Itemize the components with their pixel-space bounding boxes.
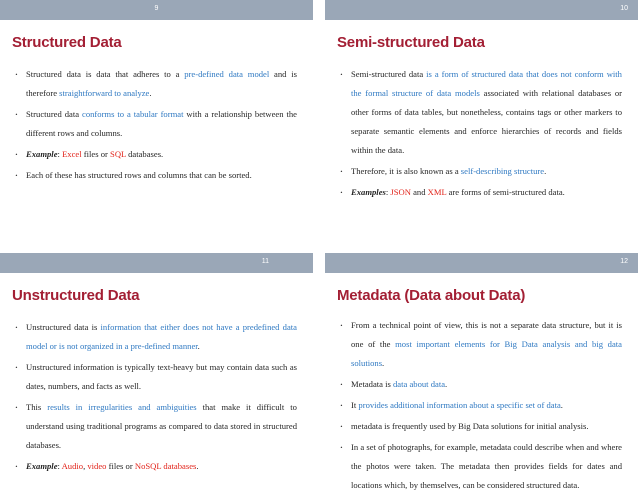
bullet-text-run: metadata is frequently used by Big Data solutions for initial analysis. xyxy=(351,421,589,431)
bullet-text-run: Unstructured information is typically text-heavy but may contain data such as dates, numbers, and facts as well. xyxy=(26,362,297,391)
bullet-text-run: are forms of semi-structured data. xyxy=(446,187,565,197)
bullet-text-run: . xyxy=(544,166,547,176)
bullet-text-run: Example xyxy=(26,149,58,159)
slide-header-bar xyxy=(0,253,313,273)
slide-12 xyxy=(325,253,638,493)
bullet-text-run: and is therefore xyxy=(26,69,297,98)
bullet-text-run: associated with relational databases or other forms of data tables, but nonetheless, contains tags or other markers to separate semantic elements and enforce hierarchies of records and fields within the data. xyxy=(351,88,623,155)
bullet-item xyxy=(343,162,622,181)
bullet-item xyxy=(18,457,297,476)
bullet-text-run: . xyxy=(560,400,563,410)
bullet-item xyxy=(343,396,622,415)
bullet-text-run: self-describing structure xyxy=(460,166,545,176)
bullet-item xyxy=(343,65,622,160)
bullet-text-run: data about data xyxy=(393,379,446,389)
bullet-text-run: : xyxy=(385,187,391,197)
slide-title: Semi-structured Data xyxy=(337,34,485,51)
slide-header-bar xyxy=(325,0,638,20)
bullet-text-run: JSON xyxy=(390,187,411,197)
bullet-list xyxy=(18,318,297,476)
bullet-text-run: with a relationship between the different rows and columns. xyxy=(26,109,297,138)
slide-number: 12 xyxy=(620,258,628,265)
bullet-text-run: Therefore, it is also known as a xyxy=(351,166,461,176)
bullet-text-run: Audio xyxy=(61,461,84,471)
slide-10 xyxy=(325,0,638,240)
bullet-text-run: Examples xyxy=(351,187,386,197)
bullet-text-run: : xyxy=(57,149,63,159)
slide-number: 10 xyxy=(620,5,628,12)
slide-title: Metadata (Data about Data) xyxy=(337,287,526,304)
bullet-text-run: provides additional information about a specific set of data xyxy=(358,400,561,410)
slide-header-bar xyxy=(0,0,313,20)
slide-number: 9 xyxy=(154,5,159,12)
bullet-text-run: . xyxy=(197,341,200,351)
slide-11 xyxy=(0,253,313,493)
bullet-text-run: straightforward to analyze xyxy=(59,88,150,98)
bullet-text-run: Structured data xyxy=(26,109,82,119)
bullet-text-run: Each of these has structured rows and columns that can be sorted. xyxy=(26,170,252,180)
bullet-text-run: results in irregularities and ambiguities xyxy=(47,402,197,412)
bullet-text-run: databases. xyxy=(125,149,164,159)
bullet-item xyxy=(18,166,297,185)
bullet-text-run: NoSQL databases xyxy=(134,461,197,471)
bullet-text-run: Unstructured data is xyxy=(26,322,101,332)
bullet-text-run: pre-defined data model xyxy=(184,69,270,79)
bullet-text-run: most important elements for Big Data analysis and big data solutions xyxy=(351,339,622,368)
bullet-text-run: It xyxy=(351,400,359,410)
bullet-text-run: files or xyxy=(81,149,111,159)
bullet-item xyxy=(18,398,297,455)
bullet-text-run: , xyxy=(83,461,88,471)
slide-title: Unstructured Data xyxy=(12,287,140,304)
bullet-text-run: : xyxy=(57,461,62,471)
bullet-item xyxy=(343,183,622,202)
bullet-text-run: . xyxy=(149,88,152,98)
bullet-item xyxy=(18,105,297,143)
bullet-item xyxy=(343,438,622,493)
bullet-list xyxy=(343,65,622,202)
bullet-item xyxy=(18,145,297,164)
bullet-text-run: Excel xyxy=(62,149,82,159)
bullet-text-run: that make it difficult to understand using traditional programs as compared to data stored in structured databases. xyxy=(26,402,297,450)
bullet-item xyxy=(18,65,297,103)
bullet-item xyxy=(343,417,622,436)
bullet-item xyxy=(18,358,297,396)
bullet-text-run: XML xyxy=(427,187,447,197)
bullet-list xyxy=(18,65,297,185)
slide-title: Structured Data xyxy=(12,34,122,51)
slide-number: 11 xyxy=(261,258,269,265)
bullet-text-run: Semi-structured data xyxy=(351,69,427,79)
bullet-text-run: Metadata is xyxy=(351,379,393,389)
bullet-text-run: and xyxy=(410,187,428,197)
bullet-item xyxy=(343,375,622,394)
bullet-text-run: This xyxy=(26,402,48,412)
bullet-text-run: . xyxy=(382,358,385,368)
bullet-text-run: Structured data is data that adheres to a xyxy=(26,69,185,79)
bullet-text-run: . xyxy=(196,461,199,471)
bullet-text-run: files or xyxy=(106,461,135,471)
bullet-text-run: is a form of structured data that does not conform with the formal structure of data models xyxy=(351,69,622,98)
bullet-item xyxy=(18,318,297,356)
slide-9 xyxy=(0,0,313,240)
bullet-text-run: Example xyxy=(26,461,58,471)
bullet-text-run: SQL xyxy=(110,149,126,159)
bullet-text-run: conforms to a tabular format xyxy=(82,109,184,119)
bullet-text-run: . xyxy=(445,379,448,389)
bullet-text-run: video xyxy=(87,461,107,471)
bullet-list xyxy=(343,316,622,493)
bullet-item xyxy=(343,316,622,373)
bullet-text-run: information that either does not have a predefined data model or is not organized in a pre-defined manner xyxy=(26,322,297,351)
bullet-text-run: From a technical point of view, this is not a separate data structure, but it is one of the xyxy=(351,320,622,349)
slide-header-bar xyxy=(325,253,638,273)
bullet-text-run: In a set of photographs, for example, metadata could describe when and where the photos were taken. The metadata then provides fields for dates and locations which, by themselves, can be considered structured data. xyxy=(351,442,622,490)
